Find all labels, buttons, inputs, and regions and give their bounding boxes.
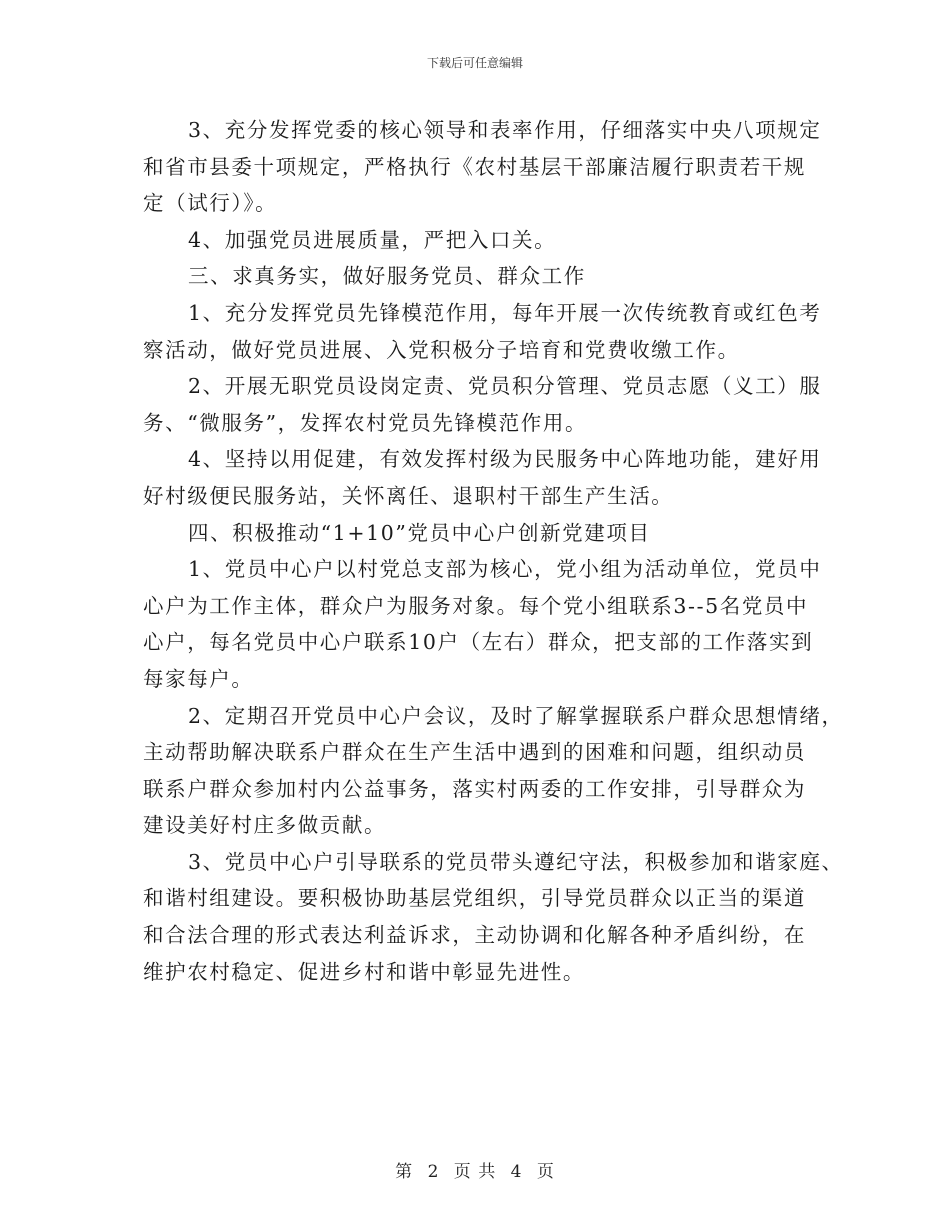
- page-footer: [0, 1157, 950, 1182]
- text-line: 好村级便民服务站，关怀离任、退职村干部生产生活。: [143, 483, 674, 508]
- footer-middle: 页 共: [453, 1162, 497, 1182]
- footer-total-pages: 4: [510, 1162, 523, 1182]
- document-body: [143, 112, 844, 990]
- page-header: 下载后可任意编辑: [426, 56, 523, 70]
- text-line: 主动帮助解决联系户群众在生产生活中遇到的困难和问题，组织动员: [143, 740, 806, 765]
- text-line: 2、开展无职党员设岗定责、党员积分管理、党员志愿（义工）服: [188, 374, 822, 399]
- text-line: 每家每户。: [143, 666, 254, 691]
- text-line: 4、加强党员进展质量，严把入口关。: [188, 227, 557, 252]
- text-line: 心户，每名党员中心户联系10户（左右）群众，把支部的工作落实到: [143, 630, 814, 655]
- text-line: 察活动，做好党员进展、入党积极分子培育和党费收缴工作。: [143, 337, 740, 362]
- text-line: 务、“微服务”，发挥农村党员先锋模范作用。: [143, 410, 588, 435]
- text-line: 2、定期召开党员中心户会议，及时了解掌握联系户群众思想情绪，: [188, 703, 844, 728]
- section-heading: 三、求真务实，做好服务党员、群众工作: [188, 264, 586, 289]
- text-line: 建设美好村庄多做贡献。: [143, 813, 387, 838]
- text-line: 和省市县委十项规定，严格执行《农村基层干部廉洁履行职责若干规: [143, 154, 806, 179]
- text-line: 定（试行）》。: [143, 191, 278, 216]
- text-line: 1、充分发挥党员先锋模范作用，每年开展一次传统教育或红色考: [188, 300, 822, 325]
- footer-prefix: 第: [395, 1162, 414, 1182]
- footer-page-number: 2: [427, 1162, 440, 1182]
- text-line: 和谐村组建设。要积极协助基层党组织，引导党员群众以正当的渠道: [143, 886, 806, 911]
- section-heading: 四、积极推动“1+10”党员中心户创新党建项目: [188, 520, 651, 545]
- text-line: 维护农村稳定、促进乡村和谐中彰显先进性。: [143, 959, 585, 984]
- text-line: 3、党员中心户引导联系的党员带头遵纪守法，积极参加和谐家庭、: [188, 849, 844, 874]
- text-line: 心户为工作主体，群众户为服务对象。每个党小组联系3--5名党员中: [143, 593, 809, 618]
- footer-suffix: 页: [536, 1162, 555, 1182]
- text-line: 1、党员中心户以村党总支部为核心，党小组为活动单位，党员中: [188, 557, 822, 582]
- text-line: 和合法合理的形式表达利益诉求，主动协调和化解各种矛盾纠纷，在: [143, 923, 806, 948]
- text-line: 联系户群众参加村内公益事务，落实村两委的工作安排，引导群众为: [143, 776, 806, 801]
- text-line: 4、坚持以用促建，有效发挥村级为民服务中心阵地功能，建好用: [188, 447, 822, 472]
- text-line: 3、充分发挥党委的核心领导和表率作用，仔细落实中央八项规定: [188, 118, 822, 142]
